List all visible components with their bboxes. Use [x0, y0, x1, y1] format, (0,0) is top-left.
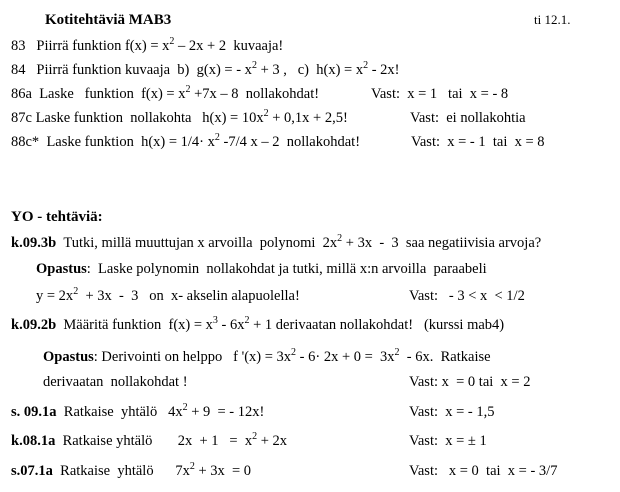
task-84: 84 Piirrä funktion kuvaaja b) g(x) = - $x^2 + 3$ , c) $h(x) = x^2 - 2x$! [11, 60, 400, 78]
task-text: Piirrä funktion kuvaaja b) g(x) = - x [36, 62, 252, 78]
task-number: 86a [11, 86, 32, 102]
task-86a-answer: Vast: x = 1 tai x = - 8 [371, 86, 509, 102]
hint-k09-3b-line2: $y = 2x^2 + 3x - 3$ on x- akselin alapuolella! [36, 286, 300, 304]
yo-task-k08-1a: k.08.1a Ratkaise yhtälö $2x + 1 = x^2 + 2x$ [11, 431, 288, 449]
task-label: k.09.3b [11, 235, 57, 251]
hint-k09-2b-line2: derivaatan nollakohdat ! [43, 374, 188, 390]
task-text: Laske funktion f(x) = x [39, 86, 186, 102]
task-83: 83 Piirrä funktion $f(x) = x^2 - 2x + 2$ kuvaaja! [11, 36, 284, 54]
hint-k09-3b-line1: Opastus: Laske polynomin nollakohdat ja tutki, millä x:n arvoilla paraabeli [36, 261, 487, 277]
task-label: s. 09.1a [11, 404, 57, 420]
page-title: Kotitehtäviä MAB3 [45, 12, 172, 28]
k09-3b-answer: Vast: - 3 < x < 1/2 [409, 288, 525, 304]
task-88c-answer: Vast: x = - 1 tai x = 8 [411, 134, 545, 150]
task-number: 87c [11, 110, 32, 126]
yo-task-s07-1a: s.07.1a Ratkaise yhtälö $7x^2 + 3x = 0$ [11, 461, 252, 479]
yo-heading: YO - tehtäviä: [11, 209, 103, 225]
k09-2b-answer: Vast: x = 0 tai x = 2 [409, 374, 531, 390]
task-text: Piirrä funktion f(x) = x [36, 38, 170, 54]
task-86a: 86a Laske funktion $f(x) = x^2 +7x - 8$ nollakohdat! [11, 84, 320, 102]
hint-k09-2b-line1: Opastus: Derivointi on helppo f '$(x) = 3x^2 - 6\cdot 2x + 0 = 3x^2 - 6x$. Ratkaise [43, 347, 491, 365]
task-label: k.08.1a [11, 433, 56, 449]
task-number: 83 [11, 38, 26, 54]
task-87c: 87c Laske funktion nollakohta $h(x) = 10x^2 + 0,1x + 2,5$! [11, 108, 348, 126]
task-text: Laske funktion nollakohta h(x) = 10x [35, 110, 264, 126]
hint-label: Opastus [36, 261, 87, 277]
task-text: Laske funktion h(x) = 1/4· x [46, 134, 215, 150]
task-text: Ratkaise yhtälö 7x [60, 463, 190, 479]
task-label: k.09.2b [11, 317, 57, 333]
yo-task-k09-3b: k.09.3b Tutki, millä muuttujan x arvoilla polynomi $2x^2 + 3x - 3$ saa negatiivisia arvoja? [11, 233, 542, 251]
hint-label: Opastus [43, 349, 94, 365]
task-number: 84 [11, 62, 26, 78]
task-88c: 88c* Laske funktion $h(x) = 1/4\cdot x^2$ -7/4 x – 2 nollakohdat! [11, 132, 361, 150]
date-label: ti 12.1. [534, 12, 571, 27]
s09-1a-answer: Vast: x = - 1,5 [409, 404, 495, 420]
task-label: s.07.1a [11, 463, 53, 479]
task-text: Ratkaise yhtälö 2x + 1 = x [62, 433, 253, 449]
k08-1a-answer: Vast: x = ± 1 [409, 433, 487, 449]
task-text: Ratkaise yhtälö 4x [63, 404, 183, 420]
task-number: 88c* [11, 134, 40, 150]
s07-1a-answer: Vast: x = 0 tai x = - 3/7 [409, 463, 558, 479]
yo-task-s09-1a: s. 09.1a Ratkaise yhtälö $4x^2 + 9$ = - 12x! [11, 402, 265, 420]
task-87c-answer: Vast: ei nollakohtia [410, 110, 526, 126]
task-text: Määritä funktion f(x) = x [63, 317, 213, 333]
yo-task-k09-2b: k.09.2b Määritä funktion $f(x) = x^3 - 6x^2 + 1$ derivaatan nollakohdat! (kurssi mab4) [11, 315, 505, 333]
task-text: Tutki, millä muuttujan x arvoilla polynomi 2x [63, 235, 338, 251]
